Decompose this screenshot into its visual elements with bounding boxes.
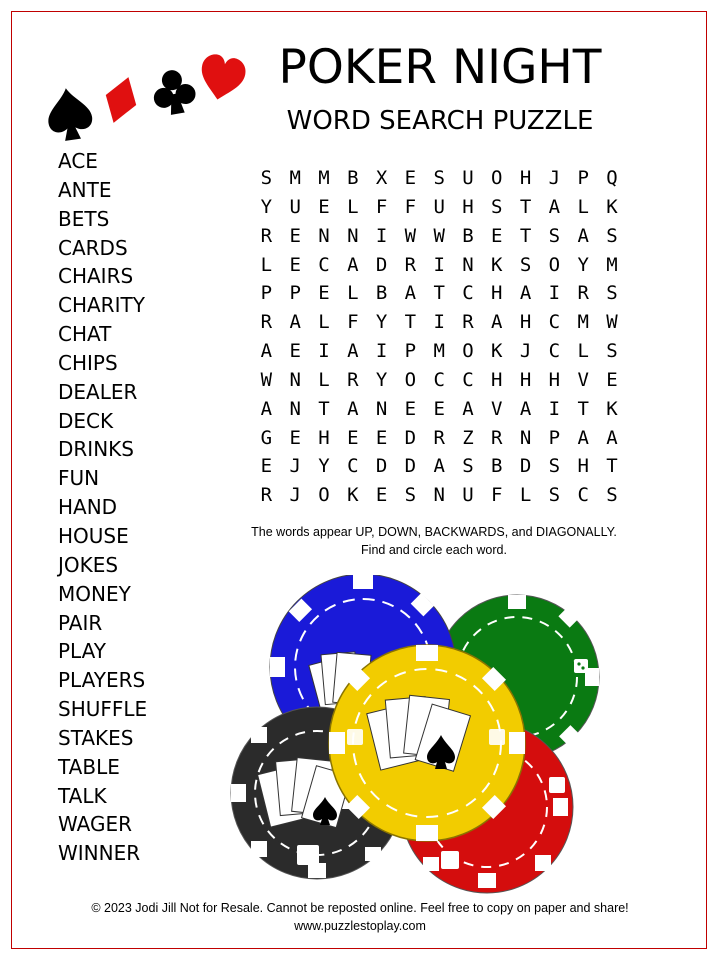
grid-letter[interactable]: F [491, 484, 503, 507]
grid-letter[interactable]: B [347, 167, 359, 189]
grid-letter[interactable]: M [289, 167, 301, 189]
footer [40, 899, 680, 935]
grid-letter[interactable]: D [404, 426, 417, 449]
grid-letter[interactable]: F [375, 195, 388, 218]
word-item: DECK [58, 408, 114, 433]
grid-letter[interactable]: N [318, 224, 330, 247]
grid-letter[interactable]: P [404, 340, 417, 363]
grid-letter[interactable]: A [289, 311, 301, 334]
grid-letter[interactable]: E [433, 397, 445, 420]
grid-letter[interactable]: M [318, 167, 330, 189]
grid-letter[interactable]: E [404, 167, 417, 189]
grid-letter[interactable]: I [433, 311, 445, 334]
grid-letter[interactable]: T [519, 195, 532, 218]
word-item: HAND [58, 495, 118, 520]
grid-letter[interactable]: S [548, 484, 561, 507]
diamond-icon [98, 72, 143, 128]
grid-letter[interactable]: H [577, 455, 589, 478]
grid-letter[interactable]: R [404, 253, 417, 276]
grid-letter[interactable]: W [404, 224, 417, 247]
grid-letter[interactable]: E [289, 253, 301, 276]
grid-letter[interactable]: V [491, 397, 503, 420]
grid-letter[interactable]: A [548, 195, 561, 218]
grid-letter[interactable]: E [260, 455, 273, 478]
grid-letter[interactable]: A [404, 282, 417, 305]
grid-row [252, 193, 626, 222]
word-item: BETS [58, 206, 110, 231]
grid-letter[interactable]: E [375, 484, 388, 507]
grid-letter[interactable]: J [519, 340, 532, 363]
grid-letter[interactable]: C [548, 311, 561, 334]
word-item: CHARITY [58, 293, 145, 318]
grid-letter[interactable]: L [347, 282, 359, 305]
grid-letter[interactable]: A [606, 426, 618, 449]
grid-letter[interactable]: T [404, 311, 417, 334]
grid-row [252, 366, 626, 395]
word-item: DRINKS [58, 437, 134, 462]
grid-letter[interactable]: L [318, 368, 330, 391]
grid-letter[interactable]: A [462, 397, 474, 420]
grid-letter[interactable]: P [289, 282, 301, 305]
grid-letter[interactable]: E [289, 340, 301, 363]
grid-letter[interactable]: K [491, 340, 503, 363]
grid-letter[interactable]: W [433, 224, 445, 247]
grid-letter[interactable]: E [404, 397, 417, 420]
grid-letter[interactable]: S [606, 282, 618, 305]
grid-letter[interactable]: K [347, 484, 359, 507]
grid-letter[interactable]: A [577, 224, 589, 247]
word-item: SHUFFLE [58, 697, 148, 722]
grid-letter[interactable]: I [433, 253, 445, 276]
grid-letter[interactable]: W [260, 368, 273, 391]
grid-letter[interactable]: H [548, 368, 561, 391]
grid-letter[interactable]: F [347, 311, 359, 334]
grid-row [252, 308, 626, 337]
website-link[interactable]: www.puzzlestoplay.com [294, 919, 426, 933]
heart-icon [196, 52, 248, 104]
grid-letter[interactable]: D [375, 455, 388, 478]
grid-letter[interactable]: U [462, 167, 474, 189]
grid-letter[interactable]: L [519, 484, 532, 507]
grid-letter[interactable]: C [318, 253, 330, 276]
grid-letter[interactable]: R [347, 368, 359, 391]
grid-letter[interactable]: J [289, 484, 301, 507]
word-item: HOUSE [58, 523, 129, 548]
grid-letter[interactable]: D [375, 253, 388, 276]
grid-letter[interactable]: B [462, 224, 474, 247]
grid-letter[interactable]: S [519, 253, 532, 276]
grid-letter[interactable]: R [462, 311, 474, 334]
grid-row [252, 251, 626, 280]
grid-letter[interactable]: Y [318, 455, 330, 478]
grid-letter[interactable]: A [347, 253, 359, 276]
grid-letter[interactable]: H [318, 426, 330, 449]
word-item: CHAIRS [58, 264, 134, 289]
grid-letter[interactable]: S [462, 455, 474, 478]
grid-letter[interactable]: I [318, 340, 330, 363]
grid-letter[interactable]: U [289, 195, 301, 218]
word-item: TALK [58, 783, 107, 808]
grid-row [252, 424, 626, 453]
grid-letter[interactable]: Q [606, 167, 618, 189]
grid-letter[interactable]: M [433, 340, 445, 363]
grid-letter[interactable]: N [347, 224, 359, 247]
word-item: DEALER [58, 379, 138, 404]
copyright-notice: © 2023 Jodi Jill Not for Resale. Cannot be reposted online. Feel free to copy on paper and share! [91, 901, 629, 915]
grid-letter[interactable]: Y [577, 253, 589, 276]
grid-letter[interactable]: C [433, 368, 445, 391]
grid-letter[interactable]: B [375, 282, 388, 305]
grid-letter[interactable]: C [577, 484, 589, 507]
grid-letter[interactable]: H [519, 368, 532, 391]
grid-letter[interactable]: D [519, 455, 532, 478]
grid-letter[interactable]: E [289, 426, 301, 449]
grid-letter[interactable]: W [606, 311, 618, 334]
grid-letter[interactable]: E [318, 195, 330, 218]
grid-letter[interactable]: O [404, 368, 417, 391]
grid-letter[interactable]: N [375, 397, 388, 420]
grid-letter[interactable]: H [491, 368, 503, 391]
grid-letter[interactable]: R [491, 426, 503, 449]
grid-letter[interactable]: E [347, 426, 359, 449]
grid-letter[interactable]: B [491, 455, 503, 478]
grid-letter[interactable]: O [491, 167, 503, 189]
word-item: FUN [58, 466, 100, 491]
grid-row [252, 279, 626, 308]
grid-letter[interactable]: S [548, 455, 561, 478]
grid-letter[interactable]: O [462, 340, 474, 363]
grid-letter[interactable]: K [491, 253, 503, 276]
grid-letter[interactable]: M [606, 253, 618, 276]
grid-letter[interactable]: T [519, 224, 532, 247]
grid-letter[interactable]: M [577, 311, 589, 334]
grid-letter[interactable]: D [404, 455, 417, 478]
grid-letter[interactable]: I [375, 224, 388, 247]
poker-chips-illustration [225, 575, 615, 900]
instructions-line-2: Find and circle each word. [361, 543, 507, 557]
word-item: STAKES [58, 725, 134, 750]
grid-letter[interactable]: G [260, 426, 273, 449]
card-suits [0, 0, 260, 150]
grid-letter[interactable]: S [260, 167, 273, 189]
word-item: WINNER [58, 841, 141, 866]
grid-letter[interactable]: C [462, 368, 474, 391]
grid-letter[interactable]: V [577, 368, 589, 391]
grid-letter[interactable]: S [491, 195, 503, 218]
instructions-line-1: The words appear UP, DOWN, BACKWARDS, and DIAGONALLY. [251, 525, 617, 539]
grid-letter[interactable]: L [577, 340, 589, 363]
grid-letter[interactable]: P [577, 167, 589, 189]
word-item: PLAYERS [58, 668, 146, 693]
grid-letter[interactable]: O [548, 253, 561, 276]
word-item: MONEY [58, 581, 131, 606]
grid-letter[interactable]: Y [375, 311, 388, 334]
grid-letter[interactable]: S [548, 224, 561, 247]
grid-letter[interactable]: O [318, 484, 330, 507]
grid-letter[interactable]: T [577, 397, 589, 420]
grid-letter[interactable]: H [491, 282, 503, 305]
grid-letter[interactable]: E [606, 368, 618, 391]
grid-letter[interactable]: T [318, 397, 330, 420]
club-icon [149, 67, 198, 118]
grid-letter[interactable]: N [289, 368, 301, 391]
grid-letter[interactable]: T [433, 282, 445, 305]
word-list [58, 147, 147, 868]
grid-letter[interactable]: U [462, 484, 474, 507]
grid-row [252, 395, 626, 424]
word-item: CHIPS [58, 350, 118, 375]
grid-letter[interactable]: R [260, 484, 273, 507]
grid-letter[interactable]: S [404, 484, 417, 507]
grid-letter[interactable]: I [548, 282, 561, 305]
grid-letter[interactable]: P [548, 426, 561, 449]
grid-row [252, 222, 626, 251]
grid-letter[interactable]: J [548, 167, 561, 189]
grid-letter[interactable]: E [318, 282, 330, 305]
grid-letter[interactable]: L [347, 195, 359, 218]
grid-letter[interactable]: E [491, 224, 503, 247]
grid-letter[interactable]: R [260, 224, 273, 247]
grid-letter[interactable]: R [577, 282, 589, 305]
word-item: TABLE [58, 754, 120, 779]
grid-letter[interactable]: N [433, 484, 445, 507]
word-item: PLAY [58, 639, 107, 664]
grid-letter[interactable]: R [260, 311, 273, 334]
word-item: CARDS [58, 235, 128, 260]
grid-letter[interactable]: Z [462, 426, 474, 449]
grid-letter[interactable]: A [347, 340, 359, 363]
grid-letter[interactable]: Y [260, 195, 273, 218]
grid-letter[interactable]: A [260, 340, 273, 363]
grid-letter[interactable]: L [577, 195, 589, 218]
grid-letter[interactable]: H [519, 167, 532, 189]
grid-letter[interactable]: A [433, 455, 445, 478]
grid-letter[interactable]: A [491, 311, 503, 334]
word-item: ACE [58, 149, 98, 173]
grid-row [252, 481, 626, 510]
grid-letter[interactable]: R [433, 426, 445, 449]
grid-row [252, 164, 626, 193]
grid-letter[interactable]: I [375, 340, 388, 363]
grid-letter[interactable]: L [260, 253, 273, 276]
grid-letter[interactable]: S [433, 167, 445, 189]
word-item: PAIR [58, 610, 103, 635]
grid-letter[interactable]: T [606, 455, 618, 478]
grid-letter[interactable]: S [606, 224, 618, 247]
grid-letter[interactable]: C [462, 282, 474, 305]
grid-letter[interactable]: U [433, 195, 445, 218]
page-title: POKER NIGHT [278, 40, 602, 95]
grid-letter[interactable]: H [519, 311, 532, 334]
grid-letter[interactable]: S [606, 340, 618, 363]
grid-letter[interactable]: X [375, 167, 388, 189]
grid-letter[interactable]: N [289, 397, 301, 420]
grid-letter[interactable]: E [375, 426, 388, 449]
word-item: CHAT [58, 322, 112, 347]
grid-letter[interactable]: A [577, 426, 589, 449]
grid-letter[interactable]: C [347, 455, 359, 478]
grid-letter[interactable]: A [260, 397, 273, 420]
word-item: JOKES [58, 552, 119, 577]
grid-letter[interactable]: A [347, 397, 359, 420]
instructions [238, 523, 630, 559]
word-item: ANTE [58, 177, 112, 202]
grid-letter[interactable]: C [548, 340, 561, 363]
grid-letter[interactable]: N [519, 426, 532, 449]
grid-letter[interactable]: A [519, 397, 532, 420]
grid-letter[interactable]: L [318, 311, 330, 334]
grid-letter[interactable]: E [289, 224, 301, 247]
grid-letter[interactable]: H [462, 195, 474, 218]
letter-grid [252, 164, 626, 510]
grid-row [252, 337, 626, 366]
word-item: WAGER [58, 812, 133, 837]
spade-icon [44, 85, 95, 143]
grid-letter[interactable]: J [289, 455, 301, 478]
grid-letter[interactable]: Y [375, 368, 388, 391]
grid-letter[interactable]: F [404, 195, 417, 218]
grid-row [252, 452, 626, 481]
grid-letter[interactable]: A [519, 282, 532, 305]
grid-letter[interactable]: S [606, 484, 618, 507]
page-subtitle: WORD SEARCH PUZZLE [286, 106, 594, 136]
grid-letter[interactable]: N [462, 253, 474, 276]
grid-letter[interactable]: I [548, 397, 561, 420]
grid-letter[interactable]: K [606, 397, 618, 420]
grid-letter[interactable]: P [260, 282, 273, 305]
yellow-chip [329, 645, 525, 841]
grid-letter[interactable]: K [606, 195, 618, 218]
